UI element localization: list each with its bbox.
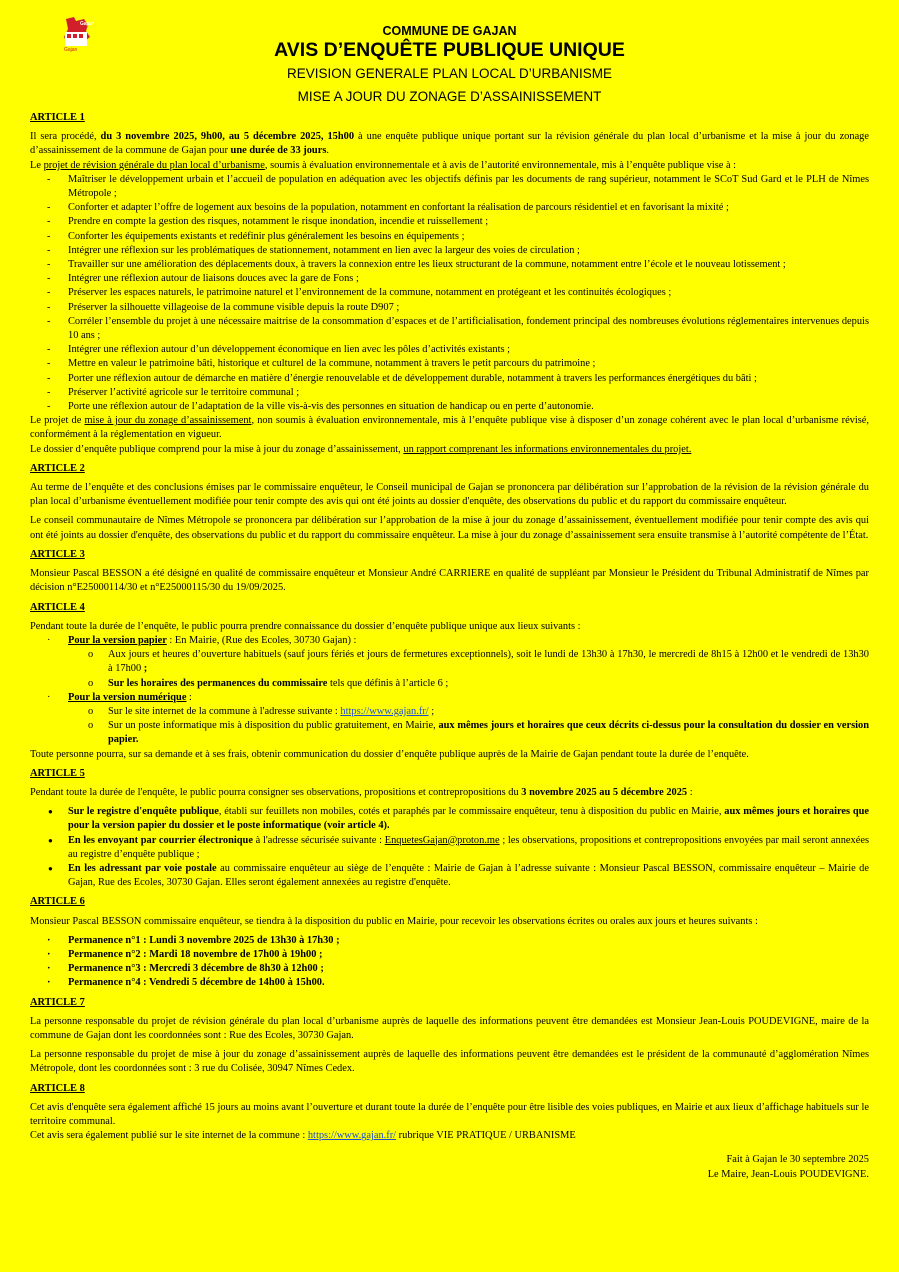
article-2-heading: ARTICLE 2 [30,462,85,474]
article-1-heading: ARTICLE 1 [30,112,85,123]
list-item: - Prendre en compte la gestion des risques, notamment le risque inondation, incendie et ruissellement ; [30,215,869,229]
list-item: - Intégrer une réflexion autour d’un développement économique en lien avec les pôles d’activités existants ; [30,343,869,357]
list-item: - Conforter et adapter l’offre de logement aux besoins de la population, notamment en confortant la réalisation de parcours résidentiel et en favorisant la mixité ; [30,201,869,215]
list-item: - Maîtriser le développement urbain et l’accueil de population en adéquation avec les objectifs définis par les documents de rang supérieur, notamment le SCoT Sud Gard et le PLH de Nîmes Métropole ; [30,173,869,201]
article-4-paper-list [30,634,869,648]
signature-date: Fait à Gajan le 30 septembre 2025 [726,1154,869,1166]
article-5-heading: ARTICLE 5 [30,767,85,779]
article-4-intro: Pendant toute la durée de l’enquête, le public pourra prendre connaissance du dossier d’enquête publique unique aux lieux suivants : [30,620,581,632]
list-item: - Préserver les espaces naturels, le patrimoine naturel et l’environnement de la commune, notamment en protégeant et les continuités écologiques ; [30,286,869,300]
article-3-paragraph: Monsieur Pascal BESSON a été désigné en qualité de commissaire enquêteur et Monsieur André CARRIERE en qualité de suppléant par Monsieur le Président du Tribunal Administratif de Nîmes par décision n°E25000114/30 et n°E25000115/30 du 19/09/2025. [30,568,869,594]
list-item: · Pour la version papier : En Mairie, (Rue des Ecoles, 30730 Gajan) : [30,634,869,648]
list-item: - Corréler l’ensemble du projet à une nécessaire maitrise de la consommation d’espaces et de l’artificialisation, fondement principal des nombreuses évolutions réglementaires intervenues depuis 10 ans ; [30,315,869,343]
list-item: o Sur un poste informatique mis à disposition du public gratuitement, en Mairie, aux mêmes jours et horaires que ceux décrits ci-dessus pour la consultation du dossier en version papier. [30,719,869,747]
article-4-paper-sublist [30,648,869,691]
article-4-closing: Toute personne pourra, sur sa demande et à ses frais, obtenir communication du dossier d’enquête publique auprès de la Mairie de Gajan pendant toute la durée de l’enquête. [30,748,749,760]
list-item: - Travailler sur une amélioration des déplacements doux, à travers la connexion entre les lieux structurant de la commune, notamment entre l’école et le nouveau lotissement ; [30,258,869,272]
article-5-intro: Pendant toute la durée de l'enquête, le public pourra consigner ses observations, propositions et contrepropositions du 3 novembre 2025 au 5 décembre 2025 : [30,786,693,798]
article-6-permanences-list [30,934,869,991]
article-8-paragraph-1: Cet avis d'enquête sera également affiché 15 jours au moins avant l’ouverture et durant toute la durée de l’enquête pour être lisible des voies publiques, en Mairie et aux lieux d’affichage habituels sur le territoire communal. [30,1101,869,1127]
article-8-paragraph-2: Cet avis sera également publié sur le site internet de la commune : https://www.gajan.fr/ rubrique VIE PRATIQUE / URBANISME [30,1130,576,1142]
article-1-objectives-list [30,173,869,414]
list-item: o Sur les horaires des permanences du commissaire tels que définis à l’article 6 ; [30,677,869,691]
list-item: ● En les envoyant par courrier électronique à l'adresse sécurisée suivante : EnquetesGajan@proton.me ; les observations, propositions et contrepropositions envoyées par mail seront annexées au registre d’enquête publique ; [30,834,869,862]
article-1-zonage-text: Le projet de mise à jour du zonage d’assainissement, non soumis à évaluation environnementale, mis à l’enquête publique vise à disposer d’un zonage cohérent avec le plan local d’urbanisme révisé, conformément à la réglementation en vigueur. [30,415,870,441]
list-item: - Conforter les équipements existants et redéfinir plus généralement les besoins en équipements ; [30,230,869,244]
header [30,0,869,108]
article-1-intro: Il sera procédé, du 3 novembre 2025, 9h00, au 5 décembre 2025, 15h00 à une enquête publique unique portant sur la révision générale du plan local d’urbanisme et la mise à jour du zonage d’assainissement de la commune de Gajan pour une durée de 33 jours. [30,131,869,157]
email-link[interactable]: EnquetesGajan@proton.me [384,834,500,846]
list-item: - Mettre en valeur le patrimoine bâti, historique et culturel de la commune, notamment à travers le petit parcours du patrimoine ; [30,357,869,371]
article-7-heading: ARTICLE 7 [30,996,85,1008]
article-7-paragraph-2: La personne responsable du projet de mise à jour du zonage d’assainissement auprès de laquelle des informations peuvent être demandées est le président de la communauté d’agglomération Nîmes Métropole, dont les coordonnées sont : 3 rue du Colisée, 30947 Nîmes Cedex. [30,1049,869,1075]
article-7-paragraph-1: La personne responsable du projet de révision générale du plan local d’urbanisme auprès de laquelle des informations peuvent être demandées est Monsieur Jean-Louis POUDEVIGNE, maire de la commune de Gajan dont les coordonnées sont : Rue des Ecoles, 30730 Gajan. [30,1015,869,1041]
commune-name: COMMUNE DE GAJAN [382,24,517,38]
gajan-website-link[interactable]: https://www.gajan.fr/ [307,1130,397,1142]
list-item: o Sur le site internet de la commune à l'adresse suivante : https://www.gajan.fr/ ; [30,705,869,719]
notice-subtitle-zonage: MISE A JOUR DU ZONAGE D’ASSAINISSEMENT [297,89,602,104]
list-item: o Aux jours et heures d’ouverture habituels (sauf jours fériés et jours de fermetures exceptionnels), soit le lundi de 13h30 à 17h30, le mercredi de 8h15 à 12h00 et le vendredi de 13h30 à 17h00 ; [30,648,869,676]
article-5-methods-list [30,805,869,890]
svg-text:Gajan: Gajan [80,21,94,27]
article-6-intro: Monsieur Pascal BESSON commissaire enquêteur, se tiendra à la disposition du public en Mairie, pour recevoir les observations écrites ou orales aux jours et heures suivants : [30,915,758,927]
list-item: - Porte une réflexion autour de l’adaptation de la ville vis-à-vis des personnes en situation de handicap ou en perte d’autonomie. [30,400,869,414]
article-4-digital-sublist [30,705,869,748]
signature-block [30,1153,869,1181]
gajan-website-link[interactable]: https://www.gajan.fr/ [340,705,429,717]
signature-name: Le Maire, Jean-Louis POUDEVIGNE. [707,1168,869,1180]
article-2-paragraph-2: Le conseil communautaire de Nîmes Métropole se prononcera par délibération sur l’approbation de la mise à jour du zonage d’assainissement, éventuellement modifiée pour tenir compte des avis qui ont été joints au dossier d'enquête, des observations du public et du rapport du commissaire enquêteur. La mise à jour du zonage d’assainissement sera ensuite transmise à l’autorité compétente de l’État. [30,515,869,541]
article-6-heading: ARTICLE 6 [30,896,85,908]
list-item: - Intégrer une réflexion autour de liaisons douces avec la gare de Fons ; [30,272,869,286]
svg-text:Gajan: Gajan [64,47,78,53]
list-item: - Intégrer une réflexion sur les problématiques de stationnement, notamment en lien avec la largeur des voies de circulation ; [30,244,869,258]
notice-subtitle-plu: REVISION GENERALE PLAN LOCAL D’URBANISME [286,66,613,81]
article-3-heading: ARTICLE 3 [30,548,85,560]
list-item: · Permanence n°4 : Vendredi 5 décembre de 14h00 à 15h00. [30,976,869,990]
list-item: · Permanence n°3 : Mercredi 3 décembre de 8h30 à 12h00 ; [30,962,869,976]
article-2-paragraph-1: Au terme de l’enquête et des conclusions émises par le commissaire enquêteur, le Conseil municipal de Gajan se prononcera par délibération sur l’approbation de la révision de la révision générale du plan local d’urbanisme éventuellement modifiée pour tenir compte des avis qui ont été joints au dossier d'enquête, des observations du public et du rapport du commissaire enquêteur. [30,482,869,508]
article-4-heading: ARTICLE 4 [30,601,85,613]
list-item: ● Sur le registre d'enquête publique, établi sur feuillets non mobiles, cotés et paraphés par le commissaire enquêteur, tenu à disposition du public en Mairie, aux mêmes jours et horaires que pour la version papier du dossier et le poste informatique (voir article 4). [30,805,869,833]
article-4-digital-list [30,691,869,705]
list-item: · Permanence n°2 : Mardi 18 novembre de 17h00 à 19h00 ; [30,948,869,962]
article-1-dossier-text: Le dossier d’enquête publique comprend pour la mise à jour du zonage d’assainissement, un rapport comprenant les informations environnementales du projet. [30,443,692,455]
list-item: · Pour la version numérique : [30,691,869,705]
article-8-heading: ARTICLE 8 [30,1082,85,1094]
list-item: · Permanence n°1 : Lundi 3 novembre 2025 de 13h30 à 17h30 ; [30,934,869,948]
list-item: - Préserver la silhouette villageoise de la commune visible depuis la route D907 ; [30,301,869,315]
list-item: - Préserver l’activité agricole sur le territoire communal ; [30,386,869,400]
article-1-plu-intro: Le projet de révision générale du plan local d’urbanisme, soumis à évaluation environnementale et à avis de l’autorité environnementale, mis à l’enquête publique vise à : [30,159,737,171]
gajan-logo [60,15,96,53]
list-item: - Porter une réflexion autour de démarche en matière d’énergie renouvelable et de développement durable, notamment à travers les performances énergétiques du bâti ; [30,372,869,386]
notice-title: AVIS D’ENQUÊTE PUBLIQUE UNIQUE [274,39,625,61]
list-item: ● En les adressant par voie postale au commissaire enquêteur au siège de l’enquête : Mairie de Gajan à l’adresse suivante : Monsieur Pascal BESSON, commissaire enquêteur – Mairie de Gajan, Rue des Ecoles, 30730 Gajan. Elles seront également annexées au registre d'enquête. [30,862,869,890]
